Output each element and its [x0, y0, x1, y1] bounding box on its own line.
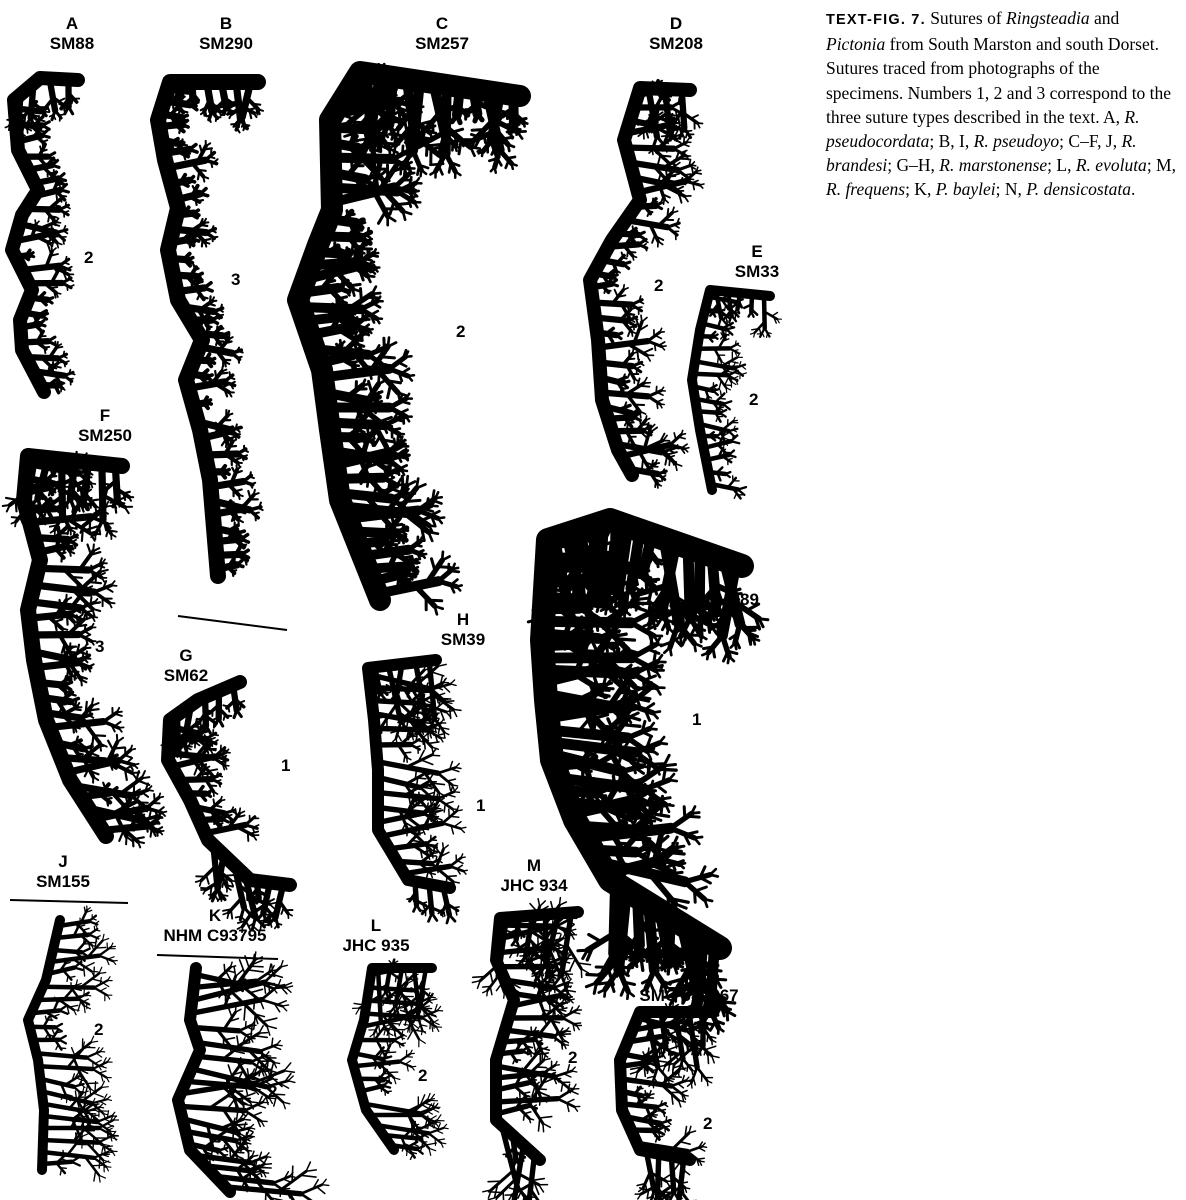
- suture-b: [158, 81, 263, 576]
- panel-n-label: [628, 966, 750, 1006]
- divider-line-j: [10, 900, 128, 903]
- caption-text: ; K,: [905, 179, 936, 200]
- panel-e-letter: E: [751, 242, 763, 261]
- caption-species: P. baylei: [935, 179, 996, 200]
- suture-j: [28, 906, 119, 1182]
- panel-b-specimen: SM290: [199, 34, 253, 53]
- panel-n-letter: N: [682, 966, 696, 985]
- panel-i-suture-type: 1: [692, 710, 702, 729]
- panel-j-letter: J: [58, 852, 68, 871]
- caption-species: R. pseudoyo: [973, 131, 1060, 152]
- caption-species: R. pseudocordata: [826, 106, 1140, 152]
- panel-e-label: [722, 242, 792, 282]
- panel-c-suture-type: 2: [456, 322, 466, 341]
- caption-species: R. evoluta: [1075, 155, 1147, 176]
- panel-k-letter: K: [208, 906, 222, 925]
- panel-l-specimen: JHC 935: [342, 936, 410, 955]
- caption-heading: TEXT-FIG. 7.: [826, 12, 926, 28]
- caption-species: P. densicostata: [1026, 179, 1131, 200]
- panel-g-letter: G: [179, 646, 193, 665]
- panel-l-label: [334, 916, 418, 956]
- caption-text: .: [1130, 179, 1136, 200]
- panel-a-label: [40, 14, 104, 54]
- divider-line-b: [178, 616, 287, 630]
- caption-text: ; N,: [995, 179, 1027, 200]
- panel-d-letter: D: [669, 14, 683, 33]
- panel-f-specimen: SM250: [78, 426, 132, 445]
- panel-m-suture-type: 2: [568, 1048, 578, 1067]
- suture-f: [3, 452, 167, 848]
- suture-e: [692, 290, 781, 499]
- panel-i-specimen: SM289: [705, 590, 759, 609]
- panel-b-label: [190, 14, 262, 54]
- panel-h-label: [426, 610, 500, 650]
- panel-f-letter: F: [99, 406, 111, 425]
- panel-e-suture-type: 2: [749, 390, 759, 409]
- panel-k-specimen: NHM C93795: [163, 926, 267, 945]
- panel-b-suture-type: 3: [231, 270, 241, 289]
- panel-d-label: [636, 14, 716, 54]
- panel-g-specimen: SM62: [163, 666, 209, 685]
- caption-text: ; M,: [1146, 155, 1176, 176]
- caption-text: and: [1089, 8, 1120, 28]
- panel-m-letter: M: [526, 856, 542, 875]
- suture-k: [178, 952, 329, 1200]
- caption-species: R. frequens: [826, 179, 906, 200]
- panel-a-specimen: SM88: [49, 34, 95, 53]
- suture-l: [352, 960, 448, 1160]
- caption-text: ; G–H,: [887, 155, 940, 176]
- panel-g-suture-type: 1: [281, 756, 291, 775]
- caption-species: R. brandesi: [826, 131, 1137, 176]
- panel-f-label: [66, 406, 144, 446]
- panel-f-suture-type: 3: [95, 637, 105, 656]
- panel-c-specimen: SM257: [415, 34, 469, 53]
- panel-h-specimen: SM39: [440, 630, 486, 649]
- panel-c-label: [402, 14, 482, 54]
- divider-line-k: [157, 955, 278, 959]
- figure-caption: [826, 6, 1180, 202]
- caption-text: ; B, I,: [929, 131, 974, 152]
- caption-text: from South Marston and south Dorset. Sutures traced from photographs of the specimens. Numbers 1, 2 and 3 correspond to the three suture types described in the text. A,: [826, 34, 1172, 127]
- panel-e-specimen: SM33: [734, 262, 780, 281]
- panel-i-label: [692, 570, 772, 610]
- panel-k-label: [150, 906, 280, 946]
- panel-j-specimen: SM155: [36, 872, 90, 891]
- panel-m-label: [490, 856, 578, 896]
- caption-text: ; L,: [1047, 155, 1076, 176]
- panel-d-specimen: SM208: [649, 34, 703, 53]
- panel-h-suture-type: 1: [476, 796, 486, 815]
- panel-b-letter: B: [219, 14, 233, 33]
- caption-text: ; C–F, J,: [1059, 131, 1122, 152]
- suture-g: [161, 682, 292, 932]
- suture-d: [590, 81, 704, 488]
- caption-text: Sutures of: [925, 8, 1007, 28]
- panel-k-suture-type: 2: [268, 1082, 278, 1101]
- suture-h: [368, 658, 467, 923]
- caption-genus: Ringsteadia: [1006, 8, 1090, 28]
- panel-j-label: [26, 852, 100, 892]
- panel-m-specimen: JHC 934: [500, 876, 568, 895]
- suture-n: [620, 1001, 719, 1200]
- panel-i-letter: I: [729, 570, 735, 589]
- caption-species: R. marstonense: [939, 155, 1048, 176]
- panel-g-label: [152, 646, 220, 686]
- panel-l-letter: L: [370, 916, 382, 935]
- suture-a: [5, 78, 79, 393]
- panel-n-suture-type: 2: [703, 1114, 713, 1133]
- panel-d-suture-type: 2: [654, 276, 664, 295]
- panel-l-suture-type: 2: [418, 1066, 428, 1085]
- panel-a-letter: A: [65, 14, 79, 33]
- panel-j-suture-type: 2: [94, 1020, 104, 1039]
- panel-c-letter: C: [435, 14, 449, 33]
- panel-a-suture-type: 2: [84, 248, 94, 267]
- panel-h-letter: H: [456, 610, 470, 629]
- caption-genus: Pictonia: [826, 34, 886, 55]
- panel-n-specimen: SMC J47867: [639, 986, 739, 1005]
- suture-c: [298, 64, 527, 614]
